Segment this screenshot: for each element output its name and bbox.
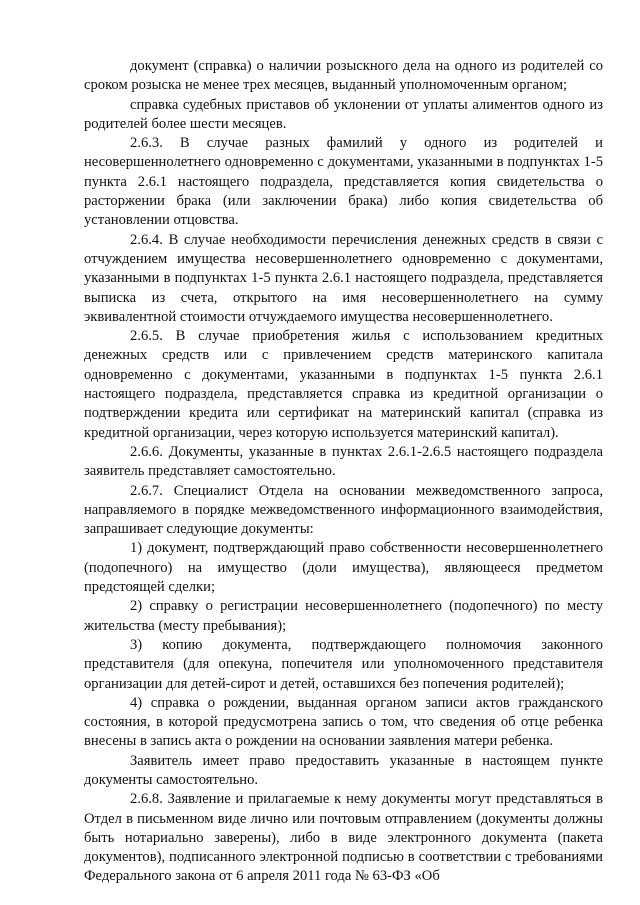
paragraph-2-6-5: 2.6.5. В случае приобретения жилья с использованием кредитных денежных средств или с привлечением средств материнского капитала одновременно с документами, указанными в подпунктах 1-5 пункта 2.6.1 настоящего подраздела, представляется справка из кредитной организации о подтверждении кредита или сертификат на материнский капитал (справка из кредитной организации, через которую используется материнский капитал). bbox=[84, 328, 603, 441]
paragraph-2-6-3: 2.6.3. В случае разных фамилий у одного из родителей и несовершеннолетнего одновременно с документами, указанными в подпунктах 1-5 пункта 2.6.1 настоящего подраздела, представляется копия свидетельства о расторжении брака (или заключении брака) либо копия свидетельства об установлении отцовства. bbox=[84, 135, 603, 229]
list-item-3: 3) копию документа, подтверждающего полномочия законного представителя (для опекуна, попечителя или уполномоченного представителя организации для детей-сирот и детей, оставшихся без попечения родителей); bbox=[84, 636, 603, 692]
document-body bbox=[84, 57, 603, 887]
paragraph-search-file-document: документ (справка) о наличии розыскного дела на одного из родителей со сроком розыска не менее трех месяцев, выданный уполномоченным органом; bbox=[84, 58, 603, 94]
paragraph-2-6-6: 2.6.6. Документы, указанные в пунктах 2.6.1-2.6.5 настоящего подраздела заявитель представляет самостоятельно. bbox=[84, 443, 603, 480]
paragraph-2-6-4: 2.6.4. В случае необходимости перечисления денежных средств в связи с отчуждением имущества несовершеннолетнего одновременно с документами, указанными в подпунктах 1-5 пункта 2.6.1 настоящего подраздела, представляется выписка из счета, открытого на имя несовершеннолетнего на сумму эквивалентной стоимости отчуждаемого имущества несовершеннолетнего. bbox=[84, 231, 603, 325]
paragraph-2-6-8: 2.6.8. Заявление и прилагаемые к нему документы могут представляться в Отдел в письменном виде лично или почтовым отправлением (документы должны быть нотариально заверены), либо в виде электронного документа (пакета документов), подписанного электронной подписью в соответствии с требованиями Федерального закона от 6 апреля 2011 года № 63-ФЗ «Об bbox=[84, 791, 603, 885]
paragraph-2-6-7: 2.6.7. Специалист Отдела на основании межведомственного запроса, направляемого в порядке межведомственного информационного взаимодействия, запрашивает следующие документы: bbox=[84, 482, 603, 538]
paragraph-applicant-right: Заявитель имеет право предоставить указанные в настоящем пункте документы самостоятельно. bbox=[84, 752, 603, 788]
list-item-2: 2) справку о регистрации несовершеннолетнего (подопечного) по месту жительства (месту пребывания); bbox=[84, 598, 603, 634]
list-item-4: 4) справка о рождении, выданная органом записи актов гражданского состояния, в которой предусмотрена запись о том, что сведения об отце ребенка внесены в запись акта о рождении на основании заявления матери ребенка. bbox=[84, 694, 603, 750]
list-item-1: 1) документ, подтверждающий право собственности несовершеннолетнего (подопечного) на имущество (доли имущества), являющееся предметом предстоящей сделки; bbox=[84, 540, 603, 596]
paragraph-bailiff-certificate: справка судебных приставов об уклонении от уплаты алиментов одного из родителей более шести месяцев. bbox=[84, 96, 603, 132]
